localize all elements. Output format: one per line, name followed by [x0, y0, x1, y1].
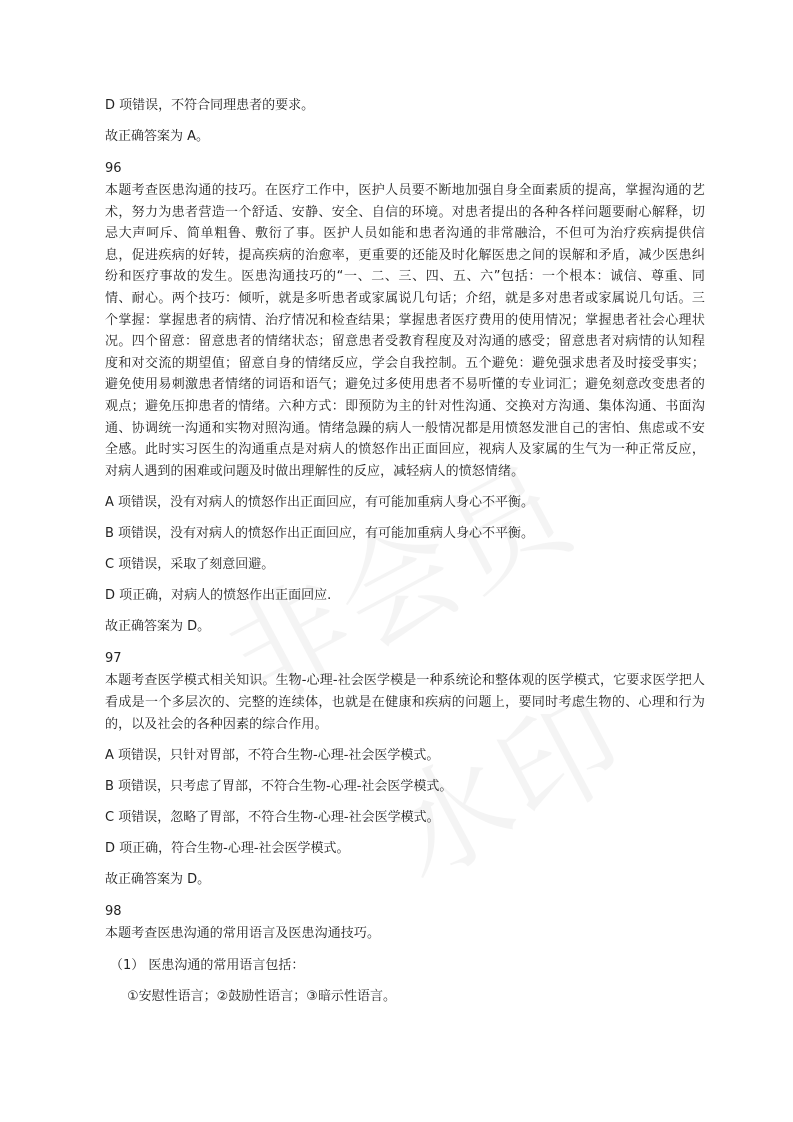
answer-line: 故正确答案为 A。	[105, 129, 210, 144]
answer-line: 故正确答案为 D。	[105, 619, 211, 635]
answer-line: D 项正确，符合生物-心理-社会医学模式。	[105, 841, 350, 857]
explanation-paragraph: 本题考查医患沟通的技巧。在医疗工作中，医护人员要不断地加强自身全面素质的提高，掌握沟通的艺术，努力为患者营造一个舒适、安静、安全、自信的环境。对患者提出的各种各样问题要耐心解释，切忌大声呵斥、简单粗鲁、敷衍了事。医护人员如能和患者沟通的非常融洽，不但可为治疗疾病提供信息，促进疾病的好转，提高疾病的治愈率，更重要的还能及时化解医患之间的误解和矛盾，减少医患纠纷和医疗事故的发生。医患沟通技巧的“一、二、三、四、五、六”包括：一个根本：诚信、尊重、同情、耐心。两个技巧：倾听，就是多听患者或家属说几句话；介绍，就是多对患者或家属说几句话。三个掌握：掌握患者的病情、治疗情况和检查结果；掌握患者医疗费用的使用情况；掌握患者社会心理状况。四个留意：留意患者的情绪状态；留意患者受教育程度及对沟通的感受；留意患者对病情的认知程度和对交流的期望值；留意自身的情绪反应，学会自我控制。五个避免：避免强求患者及时接受事实；避免使用易刺激患者情绪的词语和语气；避免过多使用患者不易听懂的专业词汇；避免刻意改变患者的观点；避免压抑患者的情绪。六种方式：即预防为主的针对性沟通、交换对方沟通、集体沟通、书面沟通、协调统一沟通和实物对照沟通。情绪急躁的病人一般情况都是用愤怒发泄自己的害怕、焦虑或不安全感。此时实习医生的沟通重点是对病人的愤怒作出正面回应，视病人及家属的生气为一种正常反应，对病人遇到的困难或问题及时做出理解性的反应，减轻病人的愤怒情绪。	[105, 183, 705, 479]
explanation-paragraph: 本题考查医学模式相关知识。生物-心理-社会医学模是一种系统论和整体观的医学模式，它要求医学把人看成是一个多层次的、完整的连续体，也就是在健康和疾病的问题上，要同时考虑生物的、心理和行为的，以及社会的各种因素的综合作用。	[105, 673, 705, 732]
list-heading: （1） 医患沟通的常用语言包括：	[110, 957, 305, 973]
answer-line: C 项错误，忽略了胃部，不符合生物-心理-社会医学模式。	[105, 810, 440, 826]
answer-line: D 项正确，对病人的愤怒作出正面回应.	[105, 588, 332, 604]
list-item: ①安慰性语言；②鼓励性语言；③暗示性语言。	[127, 988, 396, 1004]
explanation-paragraph: 本题考查医患沟通的常用语言及医患沟通技巧。	[105, 926, 381, 942]
answer-line: C 项错误，采取了刻意回避。	[105, 557, 275, 573]
question-number: 97	[105, 651, 122, 667]
answer-line: 故正确答案为 D。	[105, 872, 211, 888]
question-number: 98	[105, 904, 122, 920]
answer-line: D 项错误，不符合同理患者的要求。	[105, 98, 315, 113]
question-number: 96	[105, 161, 122, 176]
answer-line: A 项错误，只针对胃部，不符合生物-心理-社会医学模式。	[105, 748, 440, 764]
answer-line: B 项错误，只考虑了胃部，不符合生物-心理-社会医学模式。	[105, 779, 453, 795]
document-page	[105, 96, 705, 1007]
answer-line: A 项错误，没有对病人的愤怒作出正面回应，有可能加重病人身心不平衡。	[105, 495, 535, 511]
answer-line: B 项错误，没有对病人的愤怒作出正面回应，有可能加重病人身心不平衡。	[105, 526, 535, 542]
